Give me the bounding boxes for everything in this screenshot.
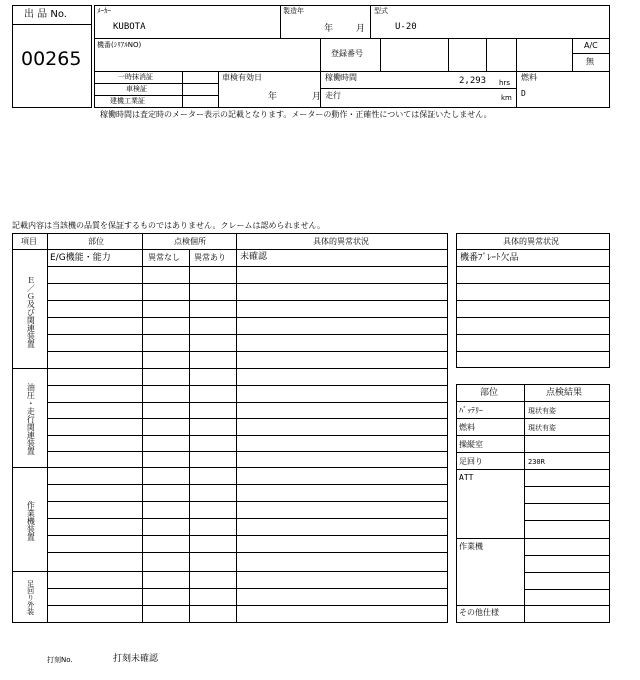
km-unit: km — [501, 94, 512, 102]
col-header-item: 項目 — [21, 237, 37, 246]
section-label-engine: Ｅ／Ｇ及び関連装置 — [26, 276, 36, 348]
result-part-battery: ﾊﾞｯﾃﾘｰ — [459, 406, 483, 415]
col-header-check-point: 点検個所 — [174, 237, 206, 246]
result-value-undercarriage: 230R — [528, 458, 545, 466]
row1-details: 未確認 — [240, 252, 268, 262]
fuel-label: 燃料 — [521, 73, 537, 82]
section-label-undercarriage: 足回り外装 — [26, 580, 35, 615]
disclaimer: 記載内容は当該機の品質を保証するものではありません。クレームは認められません。 — [12, 221, 325, 230]
col-header-details: 具体的異常状況 — [313, 237, 369, 246]
model-value: U-20 — [395, 22, 417, 32]
section-label-hydraulic: 油圧・走行関連装置 — [26, 382, 36, 455]
maker-value: KUBOTA — [113, 22, 146, 32]
result-part-work-equipment: 作業機 — [459, 542, 483, 551]
result-part-other-spec: その他仕様 — [459, 608, 499, 617]
travel-label: 走行 — [325, 91, 341, 100]
result-part-fuel: 燃料 — [459, 423, 475, 432]
result-value-fuel: 現状有姿 — [528, 424, 556, 432]
result-value-battery: 現状有姿 — [528, 407, 556, 415]
cert-temporary-cancel: 一時抹消証 — [118, 73, 153, 81]
stamp-label: 打刻No. — [47, 656, 73, 664]
row1-no-abnormal: 異常なし — [148, 253, 180, 262]
model-label: 型式 — [374, 7, 388, 15]
inspect-month: 月 — [312, 92, 322, 102]
year-unit: 年 — [324, 24, 334, 34]
ac-label: A/C — [584, 41, 598, 50]
col-header-part: 部位 — [88, 237, 104, 246]
hours-note: 稼働時間は査定時のメーター表示の記載となります。メーターの動作・正確性については保証いたしません。 — [100, 110, 492, 119]
row1-part: E/G機能・能力 — [50, 253, 111, 263]
ac-value: 無 — [586, 57, 594, 66]
hours-label: 稼働時間 — [325, 73, 357, 82]
section-label-work-equipment: 作業機装置 — [26, 500, 36, 541]
lot-label: 出 品 No. — [24, 9, 67, 20]
inspect-year: 年 — [268, 92, 278, 102]
result-part-undercarriage: 足回り — [459, 457, 483, 466]
reg-label: 登録番号 — [331, 49, 363, 58]
month-unit: 月 — [356, 24, 366, 34]
serial-label: 機番(ｼﾘｱﾙNO) — [97, 41, 142, 49]
result-header-part: 部位 — [480, 388, 499, 398]
result-part-att: ATT — [459, 473, 474, 482]
stamp-value: 打刻未確認 — [113, 654, 159, 664]
hours-value: 2,293 — [459, 76, 487, 86]
right-details-row1: 機番ﾌﾟﾚｰﾄ欠品 — [460, 253, 519, 263]
result-header-result: 点検結果 — [546, 388, 583, 398]
fuel-value: D — [521, 89, 526, 98]
cert-construction: 建機工業証 — [110, 97, 145, 105]
inspect-label: 車検有効日 — [222, 73, 262, 82]
right-details-header: 具体的異常状況 — [503, 237, 559, 246]
maker-label: ﾒｰｶｰ — [97, 7, 111, 15]
year-label: 製造年 — [283, 7, 304, 15]
hours-unit: hrs — [499, 79, 510, 87]
cert-vehicle-inspection: 車検証 — [126, 85, 147, 93]
result-part-cabin: 操縦室 — [459, 440, 483, 449]
lot-number: 00265 — [21, 48, 82, 70]
row1-abnormal: 異常あり — [194, 253, 226, 262]
